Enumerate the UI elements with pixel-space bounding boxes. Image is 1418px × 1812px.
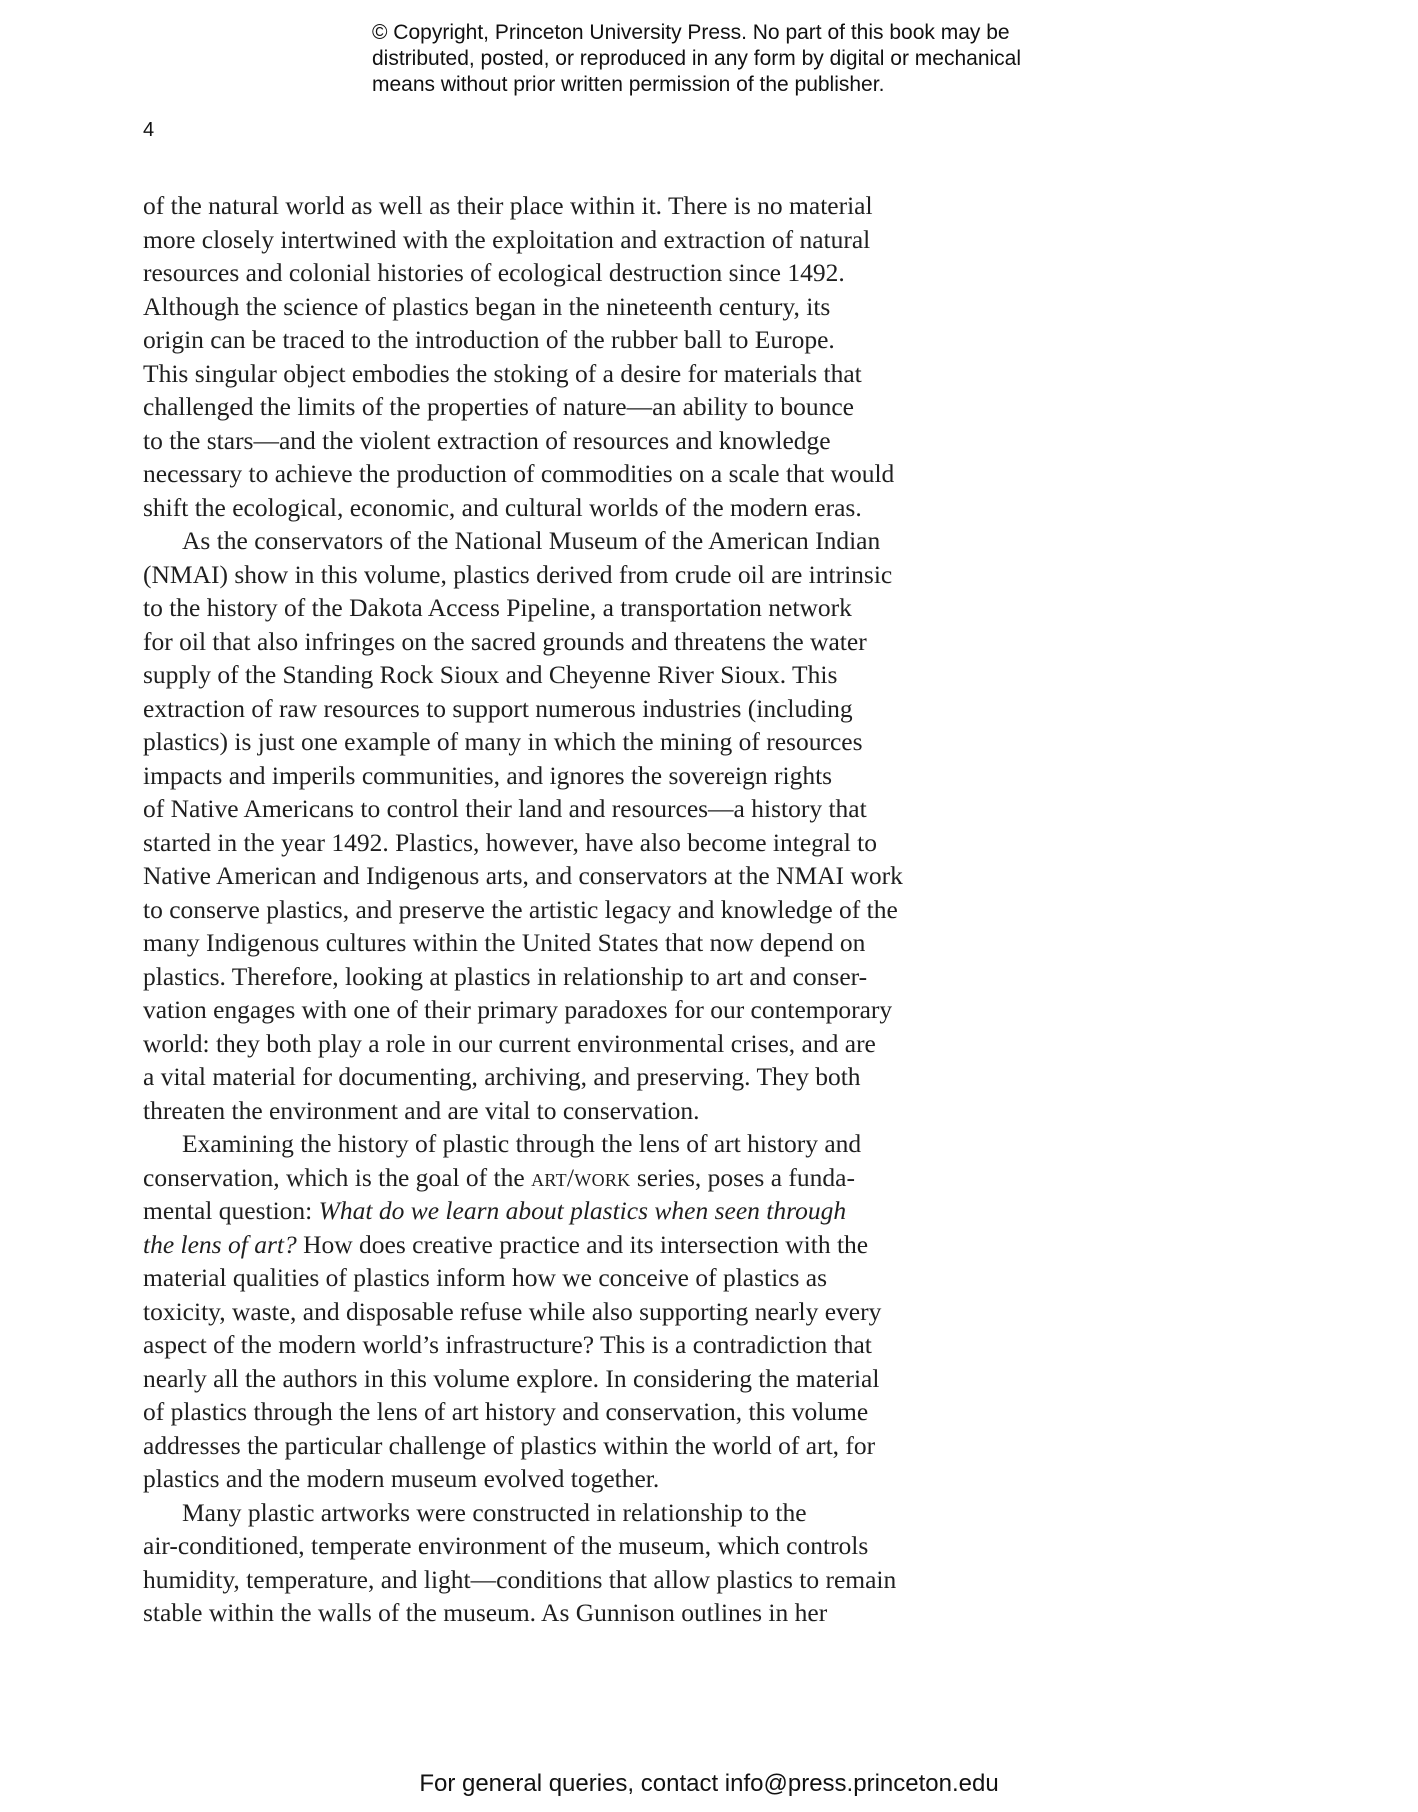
- text-line: plastics) is just one example of many in which the mining of resources: [143, 727, 863, 756]
- text-line: Native American and Indigenous arts, and conservators at the NMAI work: [143, 861, 903, 890]
- text-line: resources and colonial histories of ecological destruction since 1492.: [143, 258, 845, 287]
- text-line: [143, 1161, 983, 1195]
- text-line: of Native Americans to control their land and resources—a history that: [143, 794, 867, 823]
- text-line: material qualities of plastics inform how we conceive of plastics as: [143, 1263, 828, 1292]
- text-line: world: they both play a role in our current environmental crises, and are: [143, 1028, 876, 1058]
- copyright-notice: [372, 20, 1092, 98]
- text-segment: series, poses a funda-: [630, 1162, 855, 1192]
- italic-question: What do we learn about plastics when seen through: [318, 1196, 847, 1225]
- text-line: air-conditioned, temperate environment of the museum, which controls: [143, 1531, 869, 1560]
- text-line: origin can be traced to the introduction of the rubber ball to Europe.: [143, 325, 835, 354]
- text-line: to the history of the Dakota Access Pipeline, a transportation network: [143, 593, 852, 622]
- text-line: of plastics through the lens of art history and conservation, this volume: [143, 1397, 869, 1426]
- text-line: shift the ecological, economic, and cultural worlds of the modern eras.: [143, 492, 862, 522]
- text-line: a vital material for documenting, archiving, and preserving. They both: [143, 1062, 861, 1091]
- text-segment: conservation, which is the goal of the: [143, 1162, 532, 1192]
- paragraph-start-line: Examining the history of plastic through the lens of art history and: [182, 1129, 862, 1158]
- text-line: challenged the limits of the properties of nature—an ability to bounce: [143, 392, 854, 421]
- text-line: to conserve plastics, and preserve the artistic legacy and knowledge of the: [143, 894, 898, 924]
- text-line: for oil that also infringes on the sacred grounds and threatens the water: [143, 626, 867, 656]
- body-text: [143, 189, 983, 1630]
- text-line: aspect of the modern world’s infrastructure? This is a contradiction that: [143, 1330, 872, 1359]
- text-line: [143, 1228, 983, 1262]
- text-line: stable within the walls of the museum. As Gunnison outlines in her: [143, 1598, 828, 1627]
- page-number: 4: [143, 119, 155, 141]
- copyright-line: means without prior written permission of the publisher.: [372, 73, 885, 96]
- paragraph-start-line: Many plastic artworks were constructed in relationship to the: [182, 1497, 807, 1527]
- text-line: (NMAI) show in this volume, plastics derived from crude oil are intrinsic: [143, 559, 893, 589]
- text-line: supply of the Standing Rock Sioux and Cheyenne River Sioux. This: [143, 660, 838, 689]
- copyright-line: © Copyright, Princeton University Press. No part of this book may be: [372, 21, 1010, 44]
- footer-contact: For general queries, contact info@press.princeton.edu: [419, 1770, 999, 1797]
- text-line: Although the science of plastics began in the nineteenth century, its: [143, 291, 831, 321]
- text-line: started in the year 1492. Plastics, however, have also become integral to: [143, 827, 877, 857]
- text-line: impacts and imperils communities, and ignores the sovereign rights: [143, 760, 833, 790]
- text-line: [143, 1194, 983, 1228]
- text-line: to the stars—and the violent extraction of resources and knowledge: [143, 425, 831, 455]
- text-line: of the natural world as well as their place within it. There is no material: [143, 191, 873, 220]
- text-segment: mental question:: [143, 1196, 319, 1225]
- text-line: vation engages with one of their primary paradoxes for our contemporary: [143, 995, 893, 1024]
- italic-question: the lens of art?: [143, 1229, 297, 1259]
- text-segment: How does creative practice and its intersection with the: [296, 1229, 869, 1259]
- text-line: toxicity, waste, and disposable refuse while also supporting nearly every: [143, 1296, 882, 1326]
- text-line: more closely intertwined with the exploitation and extraction of natural: [143, 224, 871, 254]
- text-line: addresses the particular challenge of plastics within the world of art, for: [143, 1430, 876, 1460]
- series-name: art/work: [531, 1162, 631, 1192]
- text-line: humidity, temperature, and light—conditions that allow plastics to remain: [143, 1564, 897, 1594]
- text-line: plastics and the modern museum evolved together.: [143, 1464, 660, 1493]
- text-line: extraction of raw resources to support numerous industries (including: [143, 693, 853, 723]
- text-line: plastics. Therefore, looking at plastics in relationship to art and conser-: [143, 961, 868, 991]
- paragraph-start-line: As the conservators of the National Museum of the American Indian: [182, 526, 881, 555]
- text-line: threaten the environment and are vital to conservation.: [143, 1095, 700, 1125]
- text-line: nearly all the authors in this volume explore. In considering the material: [143, 1363, 880, 1393]
- text-line: many Indigenous cultures within the United States that now depend on: [143, 928, 866, 957]
- text-line: This singular object embodies the stoking of a desire for materials that: [143, 358, 862, 388]
- copyright-line: distributed, posted, or reproduced in any form by digital or mechanical: [372, 47, 1022, 70]
- text-line: necessary to achieve the production of commodities on a scale that would: [143, 459, 895, 488]
